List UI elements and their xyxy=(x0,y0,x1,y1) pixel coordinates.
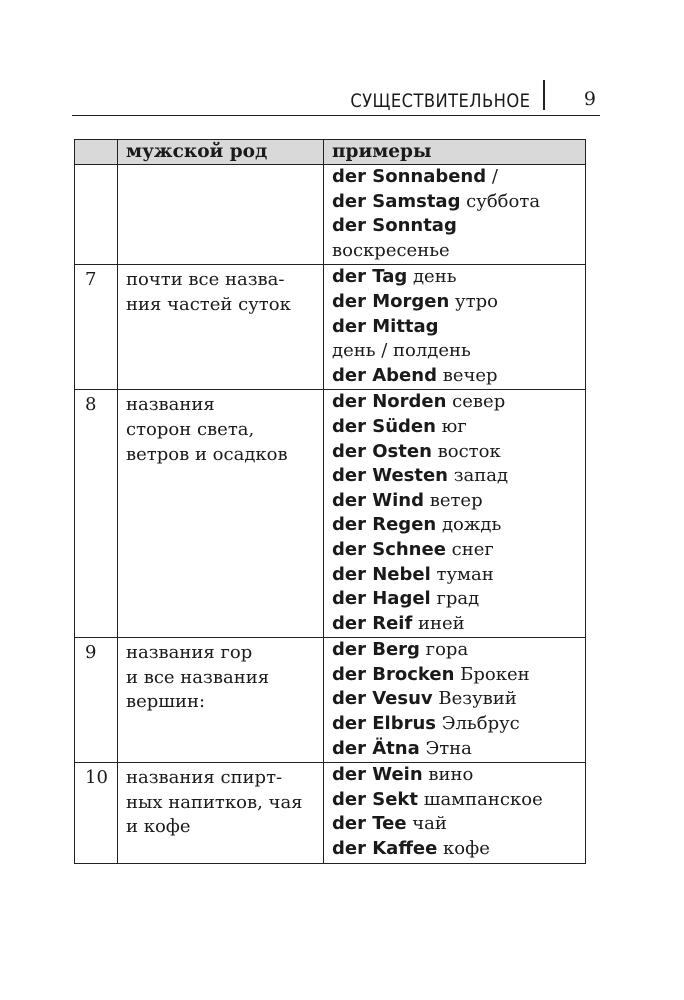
russian-translation: Брокен xyxy=(454,663,530,685)
description-line: названия гор xyxy=(126,642,253,664)
german-noun: der Sekt xyxy=(332,788,418,810)
examples-cell xyxy=(324,638,586,763)
russian-translation: дождь xyxy=(436,514,502,536)
category-description xyxy=(118,390,324,638)
example-item xyxy=(332,214,577,239)
german-noun: der Brocken xyxy=(332,663,455,685)
example-item xyxy=(332,788,577,813)
row-number xyxy=(75,165,118,265)
gender-table xyxy=(74,139,586,864)
category-description xyxy=(118,265,324,390)
description-line: и все названия xyxy=(126,666,270,688)
russian-translation: юг xyxy=(435,415,467,437)
description-line: названия xyxy=(126,394,215,416)
description-line: названия спирт- xyxy=(126,767,283,789)
example-item xyxy=(332,265,577,290)
german-noun: der Ätna xyxy=(332,737,420,759)
russian-translation: вино xyxy=(422,764,474,786)
examples-cell xyxy=(324,763,586,863)
german-noun: der Elbrus xyxy=(332,713,436,735)
examples-cell xyxy=(324,265,586,390)
example-item xyxy=(332,239,577,264)
example-item xyxy=(332,587,577,612)
category-description xyxy=(118,165,324,265)
german-noun: der Tee xyxy=(332,813,407,835)
row-number: 10 xyxy=(75,763,118,863)
row-number: 7 xyxy=(75,265,118,390)
example-item xyxy=(332,737,577,762)
russian-translation: кофе xyxy=(437,838,490,860)
german-noun: der Schnee xyxy=(332,538,446,560)
german-noun: der Morgen xyxy=(332,290,450,312)
examples-cell xyxy=(324,390,586,638)
russian-translation: день / полдень xyxy=(332,340,471,362)
example-item xyxy=(332,663,577,688)
russian-translation: туман xyxy=(430,563,494,585)
example-item xyxy=(332,837,577,862)
german-noun: der Sonntag xyxy=(332,215,457,237)
header-separator xyxy=(543,80,545,110)
german-noun: der Kaffee xyxy=(332,838,438,860)
russian-translation: град xyxy=(430,588,480,610)
russian-translation: чай xyxy=(406,813,447,835)
section-title: СУЩЕСТВИТЕЛЬНОЕ xyxy=(349,90,530,112)
russian-translation: Везувий xyxy=(432,688,517,710)
example-item xyxy=(332,612,577,637)
example-item xyxy=(332,638,577,663)
russian-translation: день xyxy=(407,266,457,288)
example-item xyxy=(332,812,577,837)
russian-translation: запад xyxy=(448,465,509,487)
german-noun: der Wein xyxy=(332,764,423,786)
table-row xyxy=(75,165,586,265)
table-header-row xyxy=(75,140,586,165)
example-item xyxy=(332,712,577,737)
row-number: 8 xyxy=(75,390,118,638)
column-header-examples: примеры xyxy=(324,140,586,165)
description-line: ния частей суток xyxy=(126,293,291,315)
example-item xyxy=(332,165,577,190)
table-row xyxy=(75,638,586,763)
page-header xyxy=(72,86,600,116)
german-noun: der Wind xyxy=(332,489,424,511)
russian-translation: гора xyxy=(419,639,469,661)
example-item xyxy=(332,489,577,514)
example-item xyxy=(332,415,577,440)
description-line: ветров и осадков xyxy=(126,443,288,465)
russian-translation: / xyxy=(486,166,498,187)
column-header-number xyxy=(75,140,118,165)
russian-translation: иней xyxy=(412,612,465,634)
description-line: и кофе xyxy=(126,816,191,838)
example-item xyxy=(332,464,577,489)
russian-translation: север xyxy=(446,391,506,413)
russian-translation: Этна xyxy=(419,737,472,759)
german-noun: der Hagel xyxy=(332,588,431,610)
example-item xyxy=(332,390,577,415)
german-noun: der Berg xyxy=(332,639,420,661)
german-noun: der Nebel xyxy=(332,563,431,585)
example-item xyxy=(332,763,577,788)
table-row xyxy=(75,265,586,390)
description-line: почти все назва- xyxy=(126,269,285,291)
german-noun: der Süden xyxy=(332,415,436,437)
example-item xyxy=(332,538,577,563)
page-number: 9 xyxy=(583,88,596,110)
russian-translation: шампанское xyxy=(417,788,543,810)
example-item xyxy=(332,563,577,588)
german-noun: der Vesuv xyxy=(332,688,433,710)
category-description xyxy=(118,638,324,763)
russian-translation: восток xyxy=(431,440,501,462)
russian-translation: Эльбрус xyxy=(436,713,520,735)
category-description xyxy=(118,763,324,863)
russian-translation: вечер xyxy=(436,364,498,386)
german-noun: der Samstag xyxy=(332,190,461,212)
german-noun: der Osten xyxy=(332,440,432,462)
german-noun: der Reif xyxy=(332,612,413,634)
russian-translation: снег xyxy=(445,538,494,560)
german-noun: der Westen xyxy=(332,465,448,487)
examples-cell xyxy=(324,165,586,265)
table-row xyxy=(75,763,586,863)
example-item xyxy=(332,315,577,340)
description-line: ных напитков, чая xyxy=(126,791,303,813)
german-noun: der Mittag xyxy=(332,315,439,337)
german-noun: der Sonnabend xyxy=(332,166,487,187)
example-item xyxy=(332,364,577,389)
russian-translation: суббота xyxy=(460,190,541,212)
russian-translation: утро xyxy=(449,290,498,312)
example-item xyxy=(332,440,577,465)
example-item xyxy=(332,290,577,315)
german-noun: der Abend xyxy=(332,364,437,386)
german-noun: der Regen xyxy=(332,514,437,536)
row-number: 9 xyxy=(75,638,118,763)
header-rule xyxy=(72,115,600,116)
example-item xyxy=(332,513,577,538)
column-header-category: мужской род xyxy=(118,140,324,165)
russian-translation: ветер xyxy=(423,489,483,511)
example-item xyxy=(332,190,577,215)
description-line: сторон света, xyxy=(126,418,255,440)
table-row xyxy=(75,390,586,638)
example-item xyxy=(332,687,577,712)
russian-translation: воскресенье xyxy=(332,239,450,261)
german-noun: der Norden xyxy=(332,391,447,413)
description-line: вершин: xyxy=(126,691,206,713)
example-item xyxy=(332,339,577,364)
german-noun: der Tag xyxy=(332,266,408,288)
